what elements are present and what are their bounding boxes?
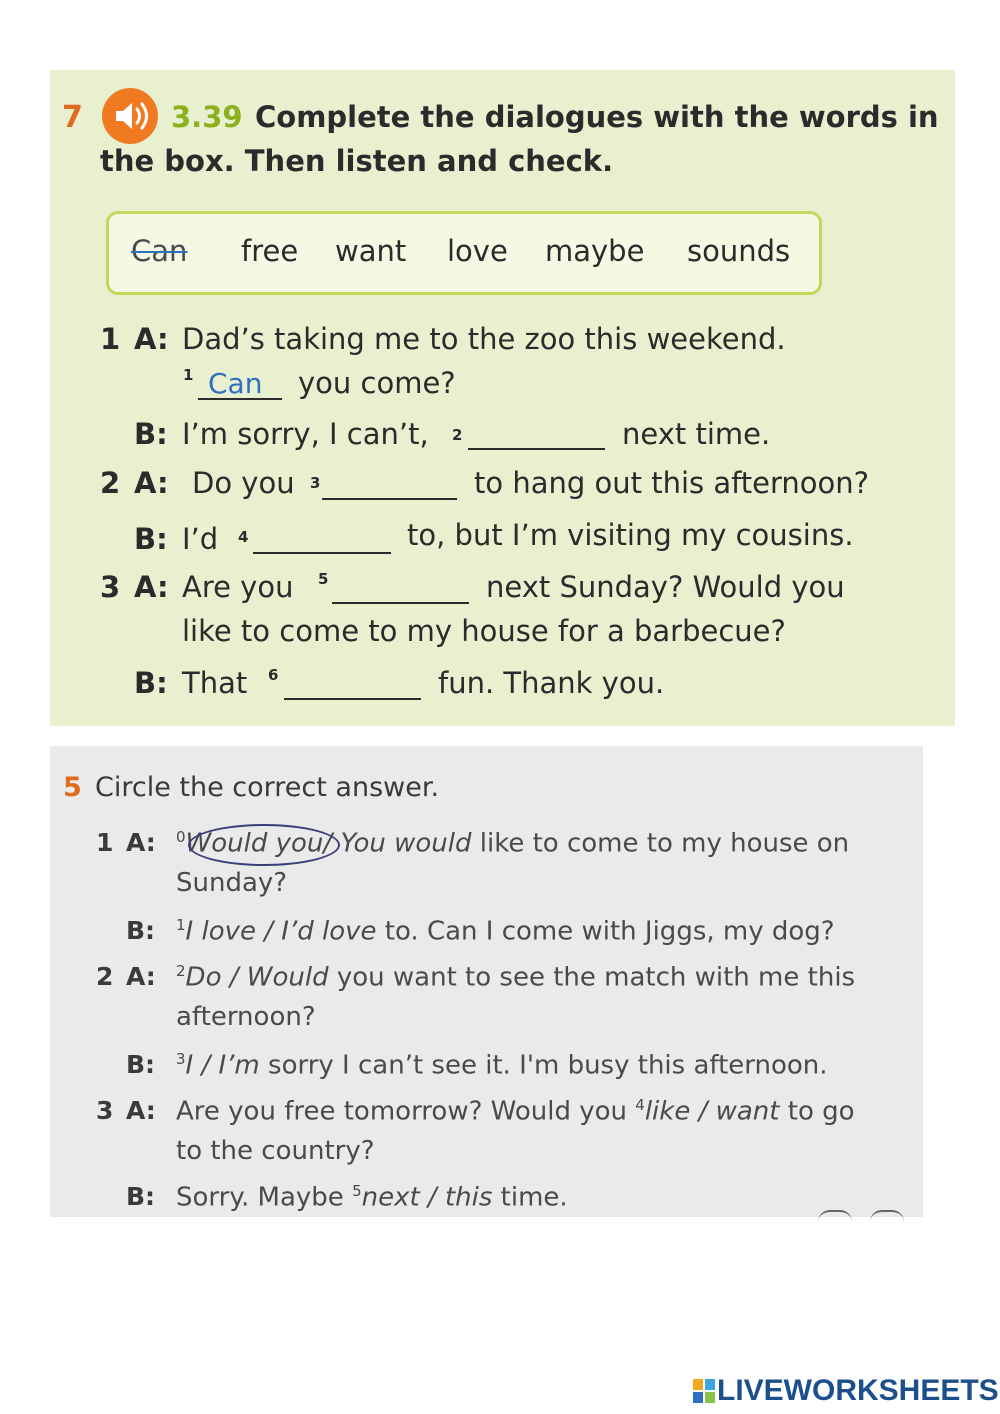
dialogue-line: to, but I’m visiting my cousins. (407, 518, 854, 552)
answer-blank-2[interactable] (468, 448, 605, 450)
track-number: 3.39 (171, 100, 243, 134)
filled-answer: Can (208, 367, 263, 400)
blank-number: 2 (452, 426, 463, 444)
exercise-5-panel (50, 746, 923, 1217)
option-number: 3 (176, 1050, 186, 1068)
dialogue-line (176, 1182, 568, 1213)
corner-mark (818, 1210, 852, 1222)
line-text: to go (787, 1096, 855, 1127)
speaker-icon (102, 88, 158, 144)
dialogue-line: you come? (298, 366, 456, 400)
item-number: 3 (100, 570, 121, 604)
speaker-b-label: B: (134, 666, 168, 700)
dialogue-line: next time. (622, 417, 771, 451)
blank-number: 3 (310, 474, 321, 492)
answer-blank-3[interactable] (322, 498, 457, 500)
item-number: 2 (96, 962, 114, 991)
word-box (106, 211, 822, 295)
dialogue-line (176, 962, 855, 993)
option-pair[interactable]: I love / I’d love (185, 916, 377, 947)
dialogue-line: next Sunday? Would you (486, 570, 845, 604)
dialogue-line: to the country? (176, 1136, 375, 1166)
word-love: love (447, 234, 508, 268)
option-pair[interactable]: like / want (644, 1096, 780, 1127)
line-text: Are you free tomorrow? Would you (176, 1096, 627, 1127)
line-text: you want to see the match with me this (336, 962, 856, 993)
option-a[interactable]: Would you (185, 828, 324, 859)
option-pair[interactable]: next / this (361, 1182, 493, 1213)
liveworksheets-icon (693, 1379, 715, 1403)
dialogue-line: like to come to my house for a barbecue? (182, 614, 786, 648)
dialogue-line: fun. Thank you. (438, 666, 665, 700)
line-text: Sorry. Maybe (176, 1182, 344, 1213)
option-separator: / (323, 828, 333, 859)
line-text: time. (500, 1182, 568, 1213)
dialogue-line: I’d (182, 522, 219, 556)
logo-text: LIVEWORKSHEETS (717, 1374, 999, 1407)
speaker-a-label: A: (134, 466, 169, 500)
blank-number: 6 (268, 666, 279, 684)
dialogue-line (176, 1050, 828, 1081)
exercise-7-panel (50, 70, 955, 726)
line-text: sorry I can’t see it. I'm busy this afternoon. (268, 1050, 828, 1081)
dialogue-line: Are you (182, 570, 294, 604)
dialogue-line: to hang out this afternoon? (474, 466, 870, 500)
answer-blank-1[interactable] (198, 398, 282, 400)
word-want: want (335, 234, 407, 268)
item-number: 1 (100, 322, 121, 356)
line-text: to. Can I come with Jiggs, my dog? (384, 916, 835, 947)
item-number: 1 (96, 828, 114, 857)
word-maybe: maybe (545, 234, 645, 268)
option-pair[interactable]: I / I’m (185, 1050, 260, 1081)
speaker-a-label: A: (126, 962, 156, 991)
corner-mark (870, 1210, 904, 1222)
option-b[interactable]: You would (340, 828, 472, 859)
dialogue-line: Sunday? (176, 868, 288, 898)
answer-blank-6[interactable] (284, 698, 421, 700)
option-number: 1 (176, 916, 186, 934)
speaker-a-label: A: (126, 828, 156, 857)
option-number: 5 (352, 1182, 362, 1200)
blank-number: 1 (183, 366, 194, 384)
word-sounds: sounds (687, 234, 791, 268)
option-number: 0 (176, 828, 186, 846)
exercise-instruction: Complete the dialogues with the words in (255, 100, 939, 134)
exercise-instruction-cont: the box. Then listen and check. (100, 144, 614, 178)
item-number: 3 (96, 1096, 114, 1125)
answer-blank-5[interactable] (332, 602, 469, 604)
speaker-a-label: A: (134, 322, 169, 356)
speaker-b-label: B: (126, 1050, 156, 1079)
exercise-number: 5 (63, 772, 82, 803)
exercise-number: 7 (62, 100, 83, 135)
speaker-a-label: A: (134, 570, 169, 604)
line-text: like to come to my house on (479, 828, 850, 859)
blank-number: 5 (318, 570, 329, 588)
answer-circle (185, 824, 340, 866)
exercise-instruction: Circle the correct answer. (95, 772, 440, 803)
speaker-b-label: B: (126, 916, 156, 945)
dialogue-line: I’m sorry, I can’t, (182, 417, 429, 451)
speaker-b-label: B: (134, 417, 168, 451)
option-pair[interactable]: Do / Would (185, 962, 329, 993)
dialogue-line: Dad’s taking me to the zoo this weekend. (182, 322, 786, 356)
dialogue-line: That (182, 666, 248, 700)
item-number: 2 (100, 466, 121, 500)
answer-blank-4[interactable] (253, 552, 391, 554)
word-can: Can (131, 234, 188, 268)
dialogue-line: afternoon? (176, 1002, 316, 1032)
word-free: free (241, 234, 299, 268)
option-number: 4 (635, 1096, 645, 1114)
speaker-b-label: B: (134, 522, 168, 556)
speaker-b-label: B: (126, 1182, 156, 1211)
speaker-a-label: A: (126, 1096, 156, 1125)
option-number: 2 (176, 962, 186, 980)
audio-play-button[interactable] (102, 88, 158, 144)
dialogue-line (176, 916, 835, 947)
blank-number: 4 (238, 528, 249, 546)
dialogue-line: Do you (192, 466, 295, 500)
dialogue-line (176, 1096, 855, 1127)
